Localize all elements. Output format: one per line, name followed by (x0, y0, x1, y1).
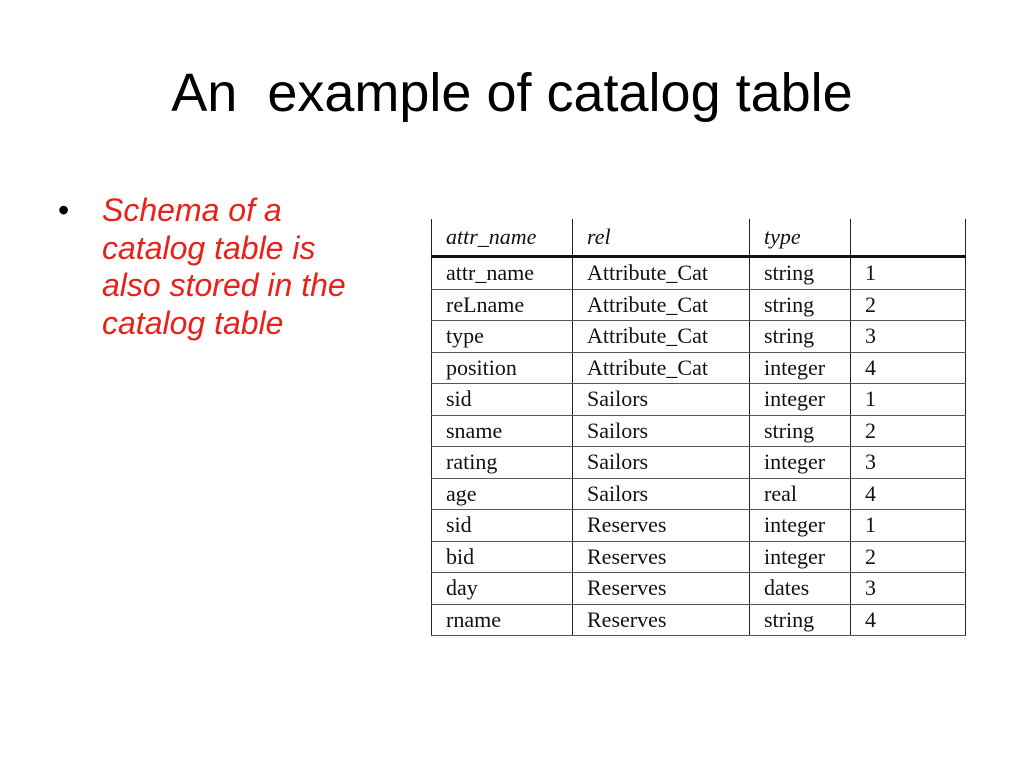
cell-rel: Reserves (573, 573, 750, 605)
cell-attr-name: attr_name (432, 257, 573, 290)
catalog-table (431, 219, 966, 636)
cell-position: 4 (851, 604, 966, 636)
header-row (432, 219, 966, 257)
table-row (432, 257, 966, 290)
table-row (432, 541, 966, 573)
cell-attr-name: position (432, 352, 573, 384)
bullet-marker: • (58, 192, 70, 228)
cell-position: 4 (851, 478, 966, 510)
table-row (432, 415, 966, 447)
cell-attr-name: rname (432, 604, 573, 636)
table-row (432, 321, 966, 353)
catalog-table-body (432, 257, 966, 636)
cell-rel: Attribute_Cat (573, 352, 750, 384)
cell-position: 4 (851, 352, 966, 384)
cell-type: integer (750, 352, 851, 384)
header-type: type (750, 219, 851, 257)
table-row (432, 352, 966, 384)
cell-attr-name: rating (432, 447, 573, 479)
cell-type: real (750, 478, 851, 510)
table-row (432, 604, 966, 636)
cell-position: 3 (851, 573, 966, 605)
cell-type: string (750, 415, 851, 447)
cell-position: 2 (851, 289, 966, 321)
cell-attr-name: sid (432, 510, 573, 542)
cell-attr-name: bid (432, 541, 573, 573)
cell-type: string (750, 604, 851, 636)
table-row (432, 478, 966, 510)
header-rel: rel (573, 219, 750, 257)
cell-attr-name: sid (432, 384, 573, 416)
cell-type: integer (750, 447, 851, 479)
cell-type: string (750, 289, 851, 321)
cell-position: 3 (851, 321, 966, 353)
header-attr-name: attr_name (432, 219, 573, 257)
cell-position: 2 (851, 541, 966, 573)
cell-rel: Sailors (573, 447, 750, 479)
cell-rel: Attribute_Cat (573, 289, 750, 321)
bullet-text: Schema of a catalog table is also stored in the catalog table (102, 192, 346, 341)
cell-rel: Attribute_Cat (573, 257, 750, 290)
cell-rel: Sailors (573, 478, 750, 510)
cell-rel: Sailors (573, 384, 750, 416)
cell-type: integer (750, 510, 851, 542)
cell-attr-name: reLname (432, 289, 573, 321)
cell-rel: Reserves (573, 510, 750, 542)
table-row (432, 384, 966, 416)
cell-position: 1 (851, 257, 966, 290)
slide-title: An example of catalog table (171, 63, 853, 123)
table-row (432, 510, 966, 542)
cell-rel: Reserves (573, 541, 750, 573)
cell-attr-name: age (432, 478, 573, 510)
cell-type: string (750, 321, 851, 353)
cell-position: 1 (851, 510, 966, 542)
cell-rel: Sailors (573, 415, 750, 447)
cell-attr-name: day (432, 573, 573, 605)
bullet-point (58, 192, 378, 342)
cell-type: integer (750, 384, 851, 416)
cell-rel: Attribute_Cat (573, 321, 750, 353)
cell-position: 3 (851, 447, 966, 479)
header-position (851, 219, 966, 257)
catalog-table-header (432, 219, 966, 257)
cell-attr-name: type (432, 321, 573, 353)
table-row (432, 447, 966, 479)
table-row (432, 289, 966, 321)
table-row (432, 573, 966, 605)
cell-type: integer (750, 541, 851, 573)
cell-type: dates (750, 573, 851, 605)
cell-type: string (750, 257, 851, 290)
cell-attr-name: sname (432, 415, 573, 447)
cell-position: 1 (851, 384, 966, 416)
cell-rel: Reserves (573, 604, 750, 636)
cell-position: 2 (851, 415, 966, 447)
